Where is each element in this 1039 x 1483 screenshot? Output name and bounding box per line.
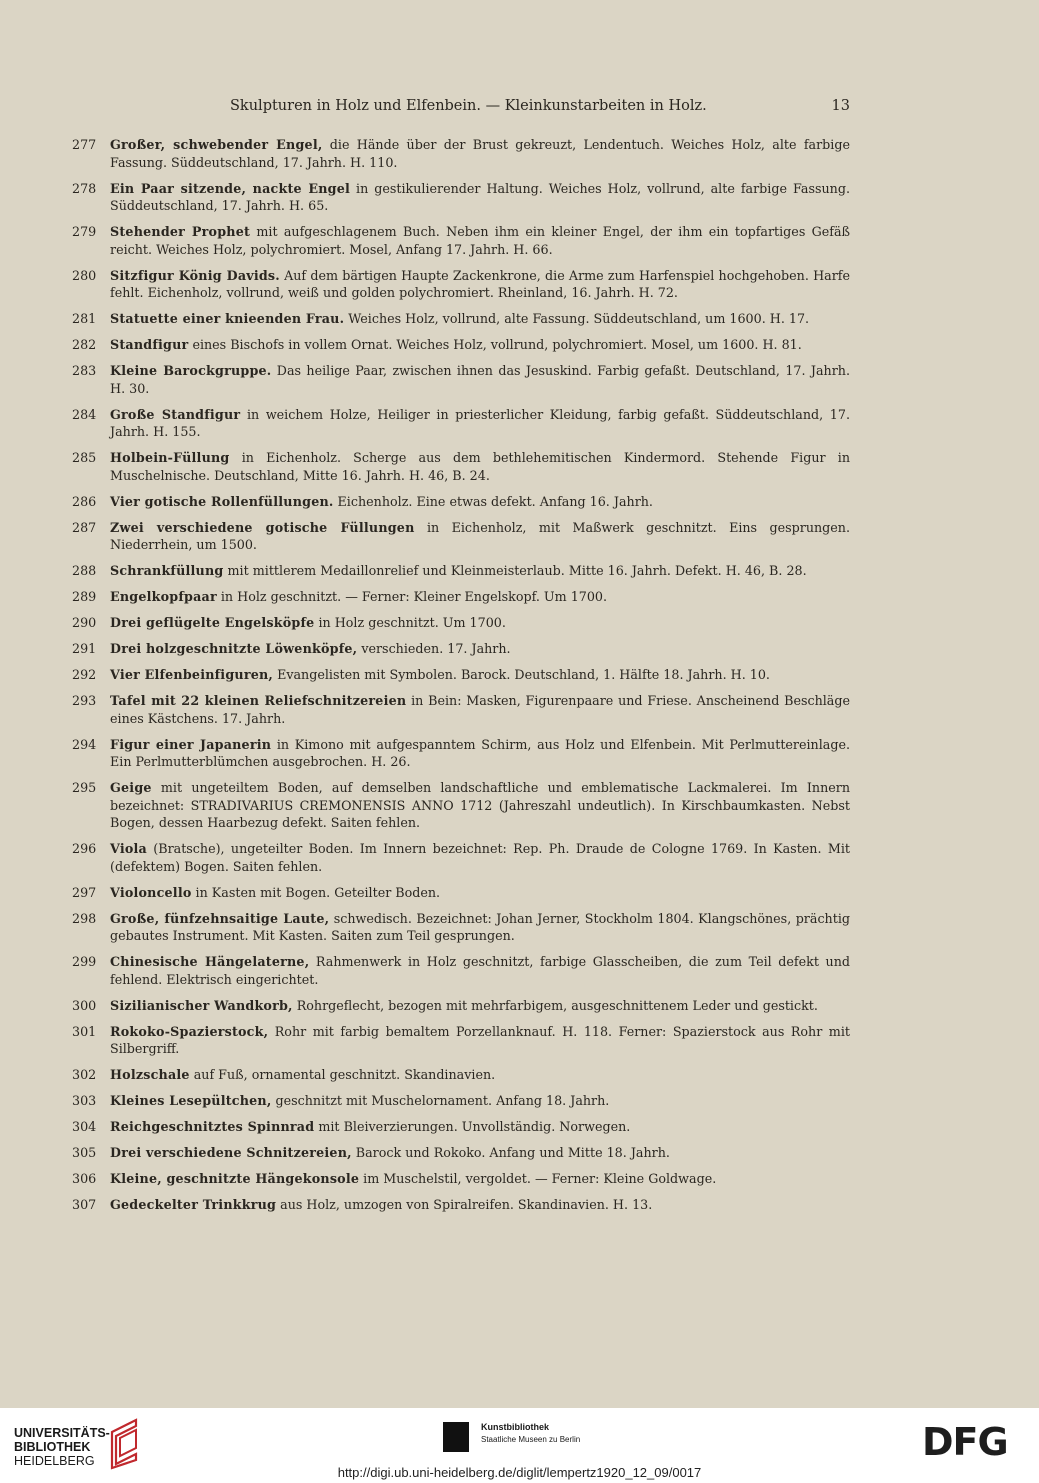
catalog-entry bbox=[70, 1092, 850, 1110]
entry-text bbox=[110, 180, 850, 215]
entry-text bbox=[110, 666, 850, 684]
entry-description: eines Bischofs in vollem Ornat. Weiches Holz, vollrund, polychromiert. Mosel, um 1600. H. 81. bbox=[188, 337, 802, 352]
catalog-entry bbox=[70, 180, 850, 215]
entry-title: Große, fünfzehnsaitige Laute, bbox=[110, 910, 330, 926]
entry-description: in gestikulierender Haltung. Weiches Holz, vollrund, alte farbige Fassung. Süddeutschland, 17. Jahrh. H. 65. bbox=[110, 180, 850, 213]
kb-mark-icon bbox=[443, 1422, 469, 1452]
entry-text bbox=[110, 336, 850, 354]
entry-number: 294 bbox=[72, 736, 97, 752]
entry-number: 283 bbox=[72, 363, 97, 378]
entry-description: Rahmenwerk in Holz geschnitzt, farbige Glasscheiben, die zum Teil defekt und fehlend. Elektrisch eingerichtet. bbox=[110, 954, 850, 987]
footer-bar bbox=[0, 1408, 1039, 1483]
catalog-entry bbox=[70, 362, 850, 397]
entry-title: Vier Elfenbeinfiguren, bbox=[110, 667, 274, 682]
entry-title: Statuette einer knieenden Frau. bbox=[110, 311, 345, 326]
entry-number: 296 bbox=[72, 841, 97, 856]
entry-text bbox=[110, 640, 850, 658]
catalog-entries bbox=[70, 136, 850, 1222]
entry-number: 297 bbox=[72, 884, 97, 900]
entry-title: Sitzfigur König Davids. bbox=[110, 267, 280, 283]
entry-description: Eichenholz. Eine etwas defekt. Anfang 16. Jahrh. bbox=[333, 493, 653, 509]
entry-title: Geige bbox=[110, 780, 152, 795]
catalog-entry bbox=[70, 779, 850, 832]
catalog-entry bbox=[70, 310, 850, 328]
entry-description: mit mittlerem Medaillonrelief und Kleinmeisterlaub. Mitte 16. Jahrh. Defekt. H. 46, B. 28. bbox=[223, 563, 807, 578]
entry-description: Barock und Rokoko. Anfang und Mitte 18. Jahrh. bbox=[351, 1145, 670, 1160]
entry-title: Drei holzgeschnitzte Löwenköpfe, bbox=[110, 641, 358, 656]
entry-title: Gedeckelter Trinkkrug bbox=[110, 1197, 277, 1212]
catalog-entry bbox=[70, 267, 850, 302]
entry-text bbox=[110, 1066, 850, 1084]
entry-number: 280 bbox=[72, 267, 97, 283]
entry-title: Drei verschiedene Schnitzereien, bbox=[110, 1145, 352, 1160]
entry-text bbox=[110, 736, 850, 771]
entry-text bbox=[110, 1196, 850, 1214]
entry-title: Ein Paar sitzende, nackte Engel bbox=[110, 180, 351, 196]
entry-title: Reichgeschnitztes Spinnrad bbox=[110, 1119, 315, 1134]
entry-description: in Bein: Masken, Figurenpaare und Friese. Anscheinend Beschläge eines Kästchens. 17. Jahrh. bbox=[110, 693, 850, 726]
entry-number: 289 bbox=[72, 589, 97, 604]
entry-text bbox=[110, 953, 850, 988]
entry-number: 279 bbox=[72, 224, 97, 239]
header-title: Skulpturen in Holz und Elfenbein. — Kleinkunstarbeiten in Holz. bbox=[230, 98, 707, 114]
entry-title: Schrankfüllung bbox=[110, 563, 224, 578]
entry-title: Kleines Lesepültchen, bbox=[110, 1093, 272, 1108]
entry-description: aus Holz, umzogen von Spiralreifen. Skandinavien. H. 13. bbox=[276, 1197, 653, 1212]
running-header bbox=[100, 98, 850, 122]
entry-number: 286 bbox=[72, 493, 97, 509]
entry-number: 278 bbox=[72, 180, 97, 196]
catalog-entry bbox=[70, 223, 850, 258]
entry-number: 284 bbox=[72, 406, 97, 422]
entry-text bbox=[110, 997, 850, 1015]
entry-text bbox=[110, 1118, 850, 1136]
entry-description: Auf dem bärtigen Haupte Zackenkrone, die Arme zum Harfenspiel hochgehoben. Harfe fehlt. Eichenholz, vollrund, weiß und golden polychromiert. Rheinland, 16. Jahrh. H. 72. bbox=[110, 267, 850, 300]
entry-description: Rohrgeflecht, bezogen mit mehrfarbigem, ausgeschnittenem Leder und gestickt. bbox=[292, 997, 818, 1013]
entry-number: 277 bbox=[72, 137, 97, 152]
entry-description: in Eichenholz, mit Maßwerk geschnitzt. Eins gesprungen. Niederrhein, um 1500. bbox=[110, 519, 851, 552]
entry-number: 290 bbox=[72, 615, 97, 630]
entry-description: mit Bleiverzierungen. Unvollständig. Norwegen. bbox=[314, 1119, 631, 1134]
kb-subtitle: Staatliche Museen zu Berlin bbox=[481, 1435, 581, 1444]
entry-text bbox=[110, 493, 850, 511]
entry-text bbox=[110, 1144, 850, 1162]
entry-text bbox=[110, 884, 850, 902]
entry-title: Zwei verschiedene gotische Füllungen bbox=[110, 519, 415, 535]
entry-title: Tafel mit 22 kleinen Reliefschnitzereien bbox=[110, 693, 407, 708]
catalog-entry bbox=[70, 884, 850, 902]
entry-number: 305 bbox=[72, 1145, 97, 1160]
catalog-entry bbox=[70, 588, 850, 606]
entry-number: 307 bbox=[72, 1197, 97, 1212]
catalog-entry bbox=[70, 666, 850, 684]
entry-text bbox=[110, 1092, 850, 1110]
entry-description: Evangelisten mit Symbolen. Barock. Deutschland, 1. Hälfte 18. Jahrh. H. 10. bbox=[273, 667, 770, 682]
library-name-line2: BIBLIOTHEK bbox=[14, 1440, 91, 1454]
catalog-entry bbox=[70, 840, 850, 875]
entry-number: 301 bbox=[72, 1023, 97, 1039]
catalog-entry bbox=[70, 1066, 850, 1084]
kunstbibliothek-logo[interactable] bbox=[443, 1422, 643, 1458]
entry-number: 304 bbox=[72, 1119, 97, 1134]
catalog-entry bbox=[70, 736, 850, 771]
catalog-entry bbox=[70, 1144, 850, 1162]
entry-number: 303 bbox=[72, 1093, 97, 1108]
entry-text bbox=[110, 136, 850, 171]
entry-text bbox=[110, 406, 850, 441]
entry-description: mit ungeteiltem Boden, auf demselben landschaftliche und emblematische Lackmalerei. Im Innern bezeichnet: STRADIVARIUS CREMONENSIS ANNO 1712 (Jahreszahl undeutlich). In Kirschbaumkasten. Nebst Bogen, dessen Haarbezug defekt. Saiten fehlen. bbox=[110, 780, 850, 830]
entry-description: in Kasten mit Bogen. Geteilter Boden. bbox=[191, 884, 441, 900]
entry-number: 288 bbox=[72, 563, 97, 578]
entry-title: Stehender Prophet bbox=[110, 224, 251, 239]
entry-text bbox=[110, 519, 850, 554]
entry-title: Kleine Barockgruppe. bbox=[110, 363, 272, 378]
catalog-entry bbox=[70, 519, 850, 554]
catalog-entry bbox=[70, 493, 850, 511]
entry-description: Das heilige Paar, zwischen ihnen das Jesuskind. Farbig gefaßt. Deutschland, 17. Jahrh. H. 30. bbox=[110, 363, 850, 396]
entry-description: in Holz geschnitzt. Um 1700. bbox=[314, 615, 506, 630]
catalog-entry bbox=[70, 1023, 850, 1058]
entry-description: auf Fuß, ornamental geschnitzt. Skandinavien. bbox=[189, 1067, 496, 1082]
entry-description: Rohr mit farbig bemaltem Porzellanknauf. H. 118. Ferner: Spazierstock aus Rohr mit Silbergriff. bbox=[110, 1023, 850, 1056]
catalog-entry bbox=[70, 692, 850, 727]
catalog-entry bbox=[70, 562, 850, 580]
entry-title: Rokoko-Spazierstock, bbox=[110, 1023, 269, 1039]
entry-number: 287 bbox=[72, 519, 97, 535]
entry-description: geschnitzt mit Muschelornament. Anfang 18. Jahrh. bbox=[271, 1093, 610, 1108]
entry-title: Holbein-Füllung bbox=[110, 450, 230, 465]
entry-text bbox=[110, 840, 850, 875]
entry-text bbox=[110, 310, 850, 328]
library-name-line1: UNIVERSITÄTS- bbox=[14, 1426, 110, 1440]
entry-text bbox=[110, 692, 850, 727]
entry-description: in Holz geschnitzt. — Ferner: Kleiner Engelskopf. Um 1700. bbox=[216, 589, 608, 604]
ub-mark-icon bbox=[106, 1418, 142, 1470]
entry-title: Viola bbox=[110, 841, 147, 856]
dfg-logo[interactable]: DFG bbox=[922, 1420, 1008, 1464]
entry-text bbox=[110, 267, 850, 302]
entry-text bbox=[110, 1023, 850, 1058]
catalog-entry bbox=[70, 614, 850, 632]
entry-title: Sizilianischer Wandkorb, bbox=[110, 997, 293, 1013]
entry-title: Holzschale bbox=[110, 1067, 190, 1082]
entry-text bbox=[110, 779, 850, 832]
kb-name: Kunstbibliothek bbox=[481, 1422, 549, 1432]
catalog-entry bbox=[70, 1196, 850, 1214]
entry-description: in Eichenholz. Scherge aus dem bethlehemitischen Kindermord. Stehende Figur in Muschelnische. Deutschland, Mitte 16. Jahrh. H. 46, B. 24. bbox=[110, 450, 850, 483]
entry-title: Vier gotische Rollenfüllungen. bbox=[110, 493, 334, 509]
entry-number: 295 bbox=[72, 780, 97, 795]
ub-heidelberg-logo[interactable] bbox=[14, 1426, 110, 1468]
catalog-entry bbox=[70, 910, 850, 945]
entry-title: Chinesische Hängelaterne, bbox=[110, 954, 310, 969]
permalink-url[interactable]: http://digi.ub.uni-heidelberg.de/diglit/lempertz1920_12_09/0017 bbox=[337, 1465, 702, 1480]
entry-description: im Muschelstil, vergoldet. — Ferner: Kleine Goldwage. bbox=[359, 1171, 717, 1186]
entry-description: verschieden. 17. Jahrh. bbox=[357, 641, 511, 656]
entry-description: die Hände über der Brust gekreuzt, Lendentuch. Weiches Holz, alte farbige Fassung. Süddeutschland, 17. Jahrh. H. 110. bbox=[110, 137, 850, 170]
entry-text bbox=[110, 614, 850, 632]
entry-number: 292 bbox=[72, 667, 97, 682]
catalog-entry bbox=[70, 640, 850, 658]
entry-description: schwedisch. Bezeichnet: Johan Jerner, Stockholm 1804. Klangschönes, prächtig gebautes Instrument. Mit Kasten. Saiten zum Teil gesprungen. bbox=[110, 910, 850, 943]
entry-number: 291 bbox=[72, 641, 97, 656]
entry-title: Engelkopfpaar bbox=[110, 589, 217, 604]
entry-title: Figur einer Japanerin bbox=[110, 736, 272, 752]
entry-number: 302 bbox=[72, 1067, 97, 1082]
catalog-entry bbox=[70, 406, 850, 441]
library-name-line3: HEIDELBERG bbox=[14, 1454, 95, 1468]
catalog-entry bbox=[70, 449, 850, 484]
entry-title: Kleine, geschnitzte Hängekonsole bbox=[110, 1171, 360, 1186]
entry-text bbox=[110, 362, 850, 397]
entry-title: Standfigur bbox=[110, 337, 189, 352]
entry-title: Großer, schwebender Engel, bbox=[110, 137, 323, 152]
catalog-entry bbox=[70, 1118, 850, 1136]
entry-text bbox=[110, 562, 850, 580]
entry-text bbox=[110, 910, 850, 945]
entry-title: Große Standfigur bbox=[110, 406, 241, 422]
entry-text bbox=[110, 1170, 850, 1188]
entry-description: in weichem Holze, Heiliger in priesterlicher Kleidung, farbig gefaßt. Süddeutschland, 17. Jahrh. H. 155. bbox=[110, 406, 850, 439]
entry-title: Violoncello bbox=[110, 884, 192, 900]
entry-number: 281 bbox=[72, 311, 97, 326]
entry-description: in Kimono mit aufgespanntem Schirm, aus Holz und Elfenbein. Mit Perlmuttereinlage. Ein Perlmutterblümchen ausgebrochen. H. 26. bbox=[110, 736, 851, 769]
entry-description: mit aufgeschlagenem Buch. Neben ihm ein kleiner Engel, der ihm ein topfartiges Gefäß reicht. Weiches Holz, polychromiert. Mosel, Anfang 17. Jahrh. H. 66. bbox=[110, 224, 851, 257]
entry-title: Drei geflügelte Engelsköpfe bbox=[110, 615, 315, 630]
entry-text bbox=[110, 449, 850, 484]
entry-text bbox=[110, 588, 850, 606]
entry-number: 306 bbox=[72, 1171, 97, 1186]
entry-number: 282 bbox=[72, 337, 97, 352]
entry-number: 298 bbox=[72, 910, 97, 926]
catalog-entry bbox=[70, 997, 850, 1015]
catalog-entry bbox=[70, 336, 850, 354]
entry-number: 300 bbox=[72, 997, 97, 1013]
page-number: 13 bbox=[831, 98, 850, 114]
entry-number: 285 bbox=[72, 450, 97, 465]
entry-description: Weiches Holz, vollrund, alte Fassung. Süddeutschland, um 1600. H. 17. bbox=[344, 311, 810, 326]
entry-number: 293 bbox=[72, 693, 97, 708]
entry-description: (Bratsche), ungeteilter Boden. Im Innern bezeichnet: Rep. Ph. Draude de Cologne 1769. In Kasten. Mit (defektem) Bogen. Saiten fehlen. bbox=[110, 841, 850, 874]
entry-number: 299 bbox=[72, 954, 97, 969]
catalog-entry bbox=[70, 953, 850, 988]
entry-text bbox=[110, 223, 850, 258]
catalog-entry bbox=[70, 1170, 850, 1188]
catalog-entry bbox=[70, 136, 850, 171]
